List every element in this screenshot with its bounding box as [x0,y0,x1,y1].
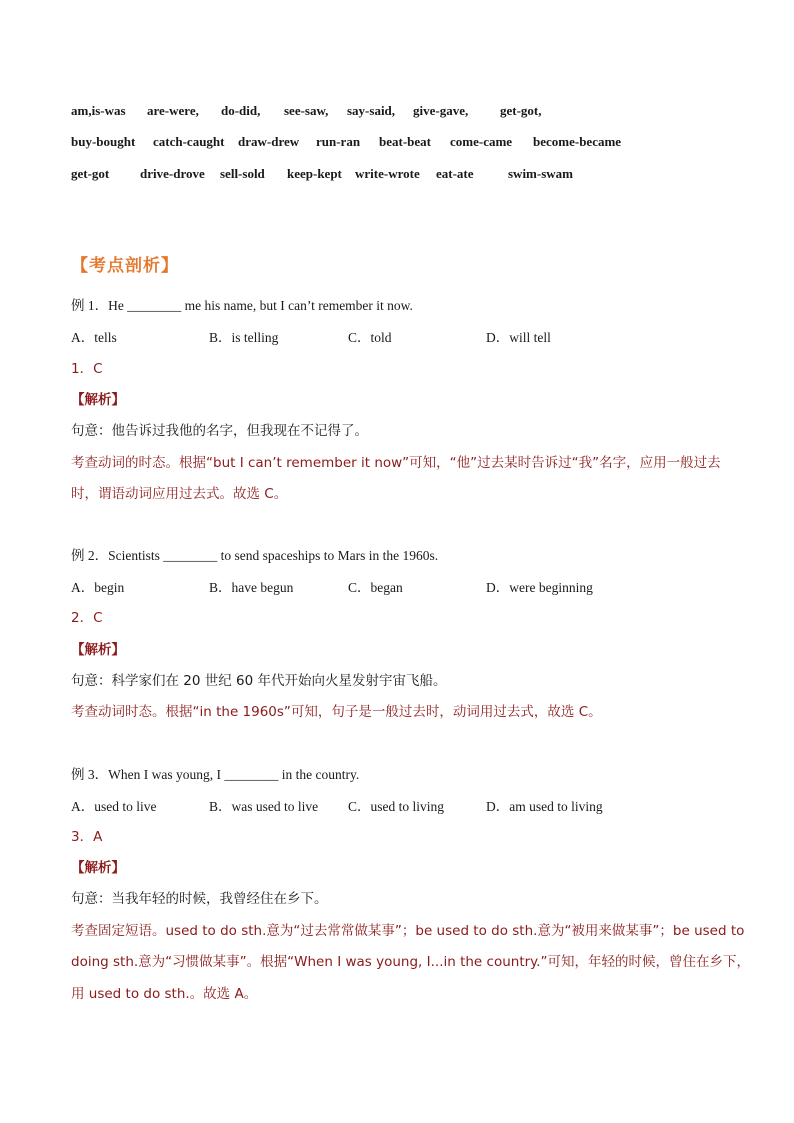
example-1-answer: 1．C [71,361,103,377]
verb-pair: get-got, [500,103,542,118]
example-3-analysis-tag: 【解析】 [71,860,125,876]
option-c: C．told [348,330,392,345]
example-2-analysis-tag: 【解析】 [71,642,125,658]
verb-pair: are-were, [147,103,199,118]
verb-pair: do-did, [221,103,261,118]
verb-pair: get-got [71,166,110,181]
example-2-analysis-line: 考查动词时态。根据“in the 1960s”可知，句子是一般过去时，动词用过去式，故选 C。 [71,704,602,720]
example-2-answer: 2．C [71,610,103,626]
option-d: D．were beginning [486,580,593,595]
verb-pair: become-became [533,134,622,149]
verb-pair: am,is-was [71,103,126,118]
example-3-analysis-line: 考查固定短语。used to do sth.意为“过去常常做某事”；be used to do sth.意为“被用来做某事”；be used to [71,923,745,939]
option-d: D．am used to living [486,799,603,814]
verb-pair: see-saw, [284,103,329,118]
option-c: C．used to living [348,799,445,814]
example-1-meaning: 句意：他告诉过我他的名字，但我现在不记得了。 [71,423,368,439]
verb-pair: sell-sold [220,166,265,181]
verb-pair: drive-drove [140,166,205,181]
option-d: D．will tell [486,330,551,345]
option-b: B．have begun [209,580,294,595]
option-a: A．begin [71,580,125,595]
verb-pair: write-wrote [355,166,420,181]
example-1-question: 例 1．He ________ me his name, but I can’t remember it now. [71,298,413,313]
option-c: C．began [348,580,403,595]
example-3-meaning: 句意：当我年轻的时候，我曾经住在乡下。 [71,891,328,907]
example-3-analysis-line: doing sth.意为“习惯做某事”。根据“When I was young, I...in the country.”可知，年轻的时候，曾住在乡下， [71,954,751,970]
section-title: 【考点剖析】 [71,256,179,276]
example-3-analysis-line: 用 used to do sth.。故选 A。 [71,986,258,1002]
example-1-analysis-line: 时，谓语动词应用过去式。故选 C。 [71,486,288,502]
example-3-answer: 3．A [71,829,103,845]
example-2-meaning: 句意：科学家们在 20 世纪 60 年代开始向火星发射宇宙飞船。 [71,673,447,689]
verb-pair: swim-swam [508,166,573,181]
option-a: A．tells [71,330,117,345]
example-1-analysis-line: 考查动词的时态。根据“but I can’t remember it now”可知，“他”过去某时告诉过“我”名字，应用一般过去 [71,455,721,471]
example-1-analysis-tag: 【解析】 [71,392,125,408]
verb-pair: beat-beat [379,134,431,149]
option-b: B．is telling [209,330,279,345]
verb-pair: run-ran [316,134,361,149]
verb-pair: keep-kept [287,166,342,181]
example-3-question: 例 3．When I was young, I ________ in the country. [71,767,360,782]
option-b: B．was used to live [209,799,319,814]
verb-pair: eat-ate [436,166,474,181]
example-2-question: 例 2．Scientists ________ to send spaceships to Mars in the 1960s. [71,548,439,563]
verb-pair: catch-caught [153,134,225,149]
verb-pair: say-said, [347,103,396,118]
verb-pair: come-came [450,134,513,149]
option-a: A．used to live [71,799,157,814]
verb-pair: buy-bought [71,134,136,149]
verb-pair: give-gave, [413,103,469,118]
verb-pair: draw-drew [238,134,300,149]
